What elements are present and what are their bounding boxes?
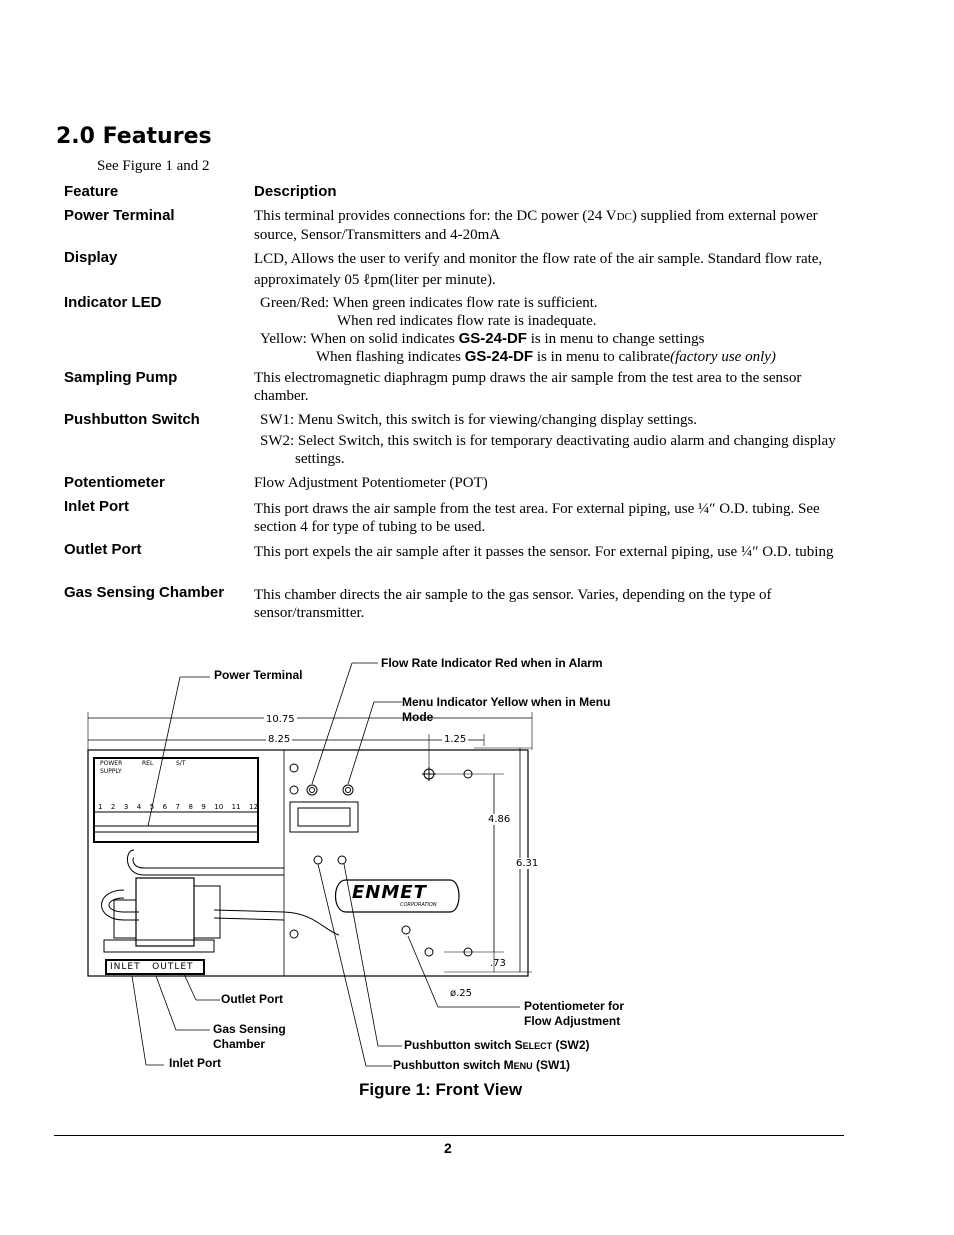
dimension-width-inner: 8.25	[268, 734, 291, 745]
feature-name: Outlet Port	[64, 541, 142, 558]
label-part: Pushbutton switch S	[404, 1038, 523, 1052]
led-line: When red indicates flow rate is inadequate.	[337, 313, 597, 329]
label-line: Gas Sensing	[213, 1022, 286, 1036]
menu-switch-label	[393, 1058, 570, 1074]
label-line: Flow Adjustment	[524, 1014, 621, 1028]
terminal-number: 2	[110, 803, 116, 811]
led-text: When flashing indicates	[316, 349, 465, 365]
desc-part: ) supplied from external power source, Sensor/Transmitters and 4-20mA	[254, 208, 818, 243]
terminal-number: 11	[231, 803, 241, 811]
terminal-number: 8	[188, 803, 193, 811]
terminal-group-rel: REL	[142, 760, 154, 767]
terminal-group-power: POWER	[100, 760, 123, 767]
feature-description: This electromagnetic diaphragm pump draws the air sample from the test area to the sensor chamber.	[254, 370, 802, 404]
terminal-number: 4	[136, 803, 142, 811]
desc-part: DC	[616, 211, 632, 223]
enmet-logo: ENMET	[352, 882, 427, 903]
terminal-group-supply: SUPPLY	[100, 768, 122, 775]
label-part: ELECT	[522, 1041, 553, 1051]
led-text: Yellow: When on solid indicates	[260, 331, 459, 347]
led-text: is in menu to calibrate	[533, 349, 671, 365]
terminal-number: 5	[149, 803, 155, 811]
label-part: Pushbutton switch M	[393, 1058, 514, 1072]
dimension-width-total: 10.75	[266, 714, 295, 725]
dimension-offset: 1.25	[444, 734, 467, 745]
label-part: ENU	[513, 1061, 533, 1071]
footer-rule	[54, 1135, 844, 1136]
feature-name: Potentiometer	[64, 474, 165, 491]
terminal-group-st: S/T	[176, 760, 186, 767]
port-labels: INLET OUTLET	[110, 962, 194, 972]
feature-name: Inlet Port	[64, 498, 130, 515]
feature-description	[254, 207, 834, 244]
feature-name: Pushbutton Switch	[64, 411, 200, 428]
section-title: 2.0 Features	[56, 124, 212, 149]
feature-name: Display	[64, 249, 118, 266]
dimension-height-inner: 4.86	[488, 814, 511, 825]
dimension-diameter: ø.25	[450, 988, 473, 999]
label-line: Chamber	[213, 1037, 266, 1051]
feature-description: This port draws the air sample from the test area. For external piping, use ¼″ O.D. tubing. See section 4 for type of tubing to be used.	[254, 501, 820, 535]
feature-name: Indicator LED	[64, 294, 162, 311]
description-header: Description	[254, 183, 337, 200]
terminal-number: 12	[249, 803, 258, 811]
desc-part: This terminal provides connections for: the DC power (24 V	[254, 208, 617, 224]
inlet-port-label: Inlet Port	[169, 1056, 222, 1070]
led-line	[260, 348, 840, 366]
select-switch-label	[404, 1038, 590, 1054]
led-text: is in menu to change settings	[526, 331, 705, 347]
terminal-number: 3	[123, 803, 129, 811]
terminal-number: 6	[162, 803, 168, 811]
flow-indicator-label: Flow Rate Indicator Red when in Alarm	[381, 656, 603, 670]
enmet-logo-subtitle: CORPORATION	[400, 902, 437, 908]
label-part: (SW1)	[532, 1058, 571, 1072]
switch-line: SW2: Select Switch, this switch is for temporary deactivating audio alarm and changing display settings.	[260, 433, 836, 467]
feature-header: Feature	[64, 183, 119, 200]
terminal-number: 9	[201, 803, 206, 811]
terminal-number: 10	[214, 803, 224, 811]
potentiometer-label	[524, 999, 624, 1029]
led-note: (factory use only)	[670, 349, 776, 365]
model-name: GS-24-DF	[464, 348, 534, 365]
led-line: Green/Red: When green indicates flow rate is sufficient.	[260, 295, 598, 311]
see-figure-note: See Figure 1 and 2	[97, 158, 210, 174]
terminal-number: 7	[175, 803, 180, 811]
feature-name: Sampling Pump	[64, 369, 178, 386]
menu-indicator-label: Menu Indicator Yellow when in Menu Mode	[402, 695, 611, 724]
gas-chamber-label	[213, 1022, 286, 1052]
feature-description: This chamber directs the air sample to the gas sensor. Varies, depending on the type of sensor/transmitter.	[254, 587, 772, 621]
outlet-port-label: Outlet Port	[221, 992, 283, 1006]
switch-line: SW1: Menu Switch, this switch is for viewing/changing display settings.	[260, 412, 698, 428]
terminal-numbers	[98, 803, 258, 811]
led-line	[260, 330, 840, 348]
dimension-height-total: 6.31	[516, 858, 539, 869]
terminal-number: 1	[98, 803, 103, 811]
label-part: (SW2)	[552, 1038, 590, 1052]
label-line: Potentiometer for	[524, 999, 625, 1013]
feature-name: Power Terminal	[64, 207, 175, 224]
feature-description: LCD, Allows the user to verify and monitor the flow rate of the air sample. Standard flow rate, approximately 05 ℓpm(liter per minute).	[254, 251, 823, 288]
power-terminal-label: Power Terminal	[214, 668, 303, 682]
feature-name: Gas Sensing Chamber	[64, 584, 225, 601]
page-number: 2	[444, 1140, 452, 1156]
feature-description: This port expels the air sample after it passes the sensor. For external piping, use ¼″ O.D. tubing	[254, 544, 834, 560]
feature-description	[260, 294, 840, 366]
dimension-bottom: .73	[490, 958, 506, 969]
model-name: GS-24-DF	[458, 330, 527, 347]
feature-description	[260, 411, 840, 468]
front-view-figure	[84, 650, 644, 1090]
feature-description: Flow Adjustment Potentiometer (POT)	[254, 475, 488, 491]
figure-caption: Figure 1: Front View	[359, 1080, 523, 1099]
